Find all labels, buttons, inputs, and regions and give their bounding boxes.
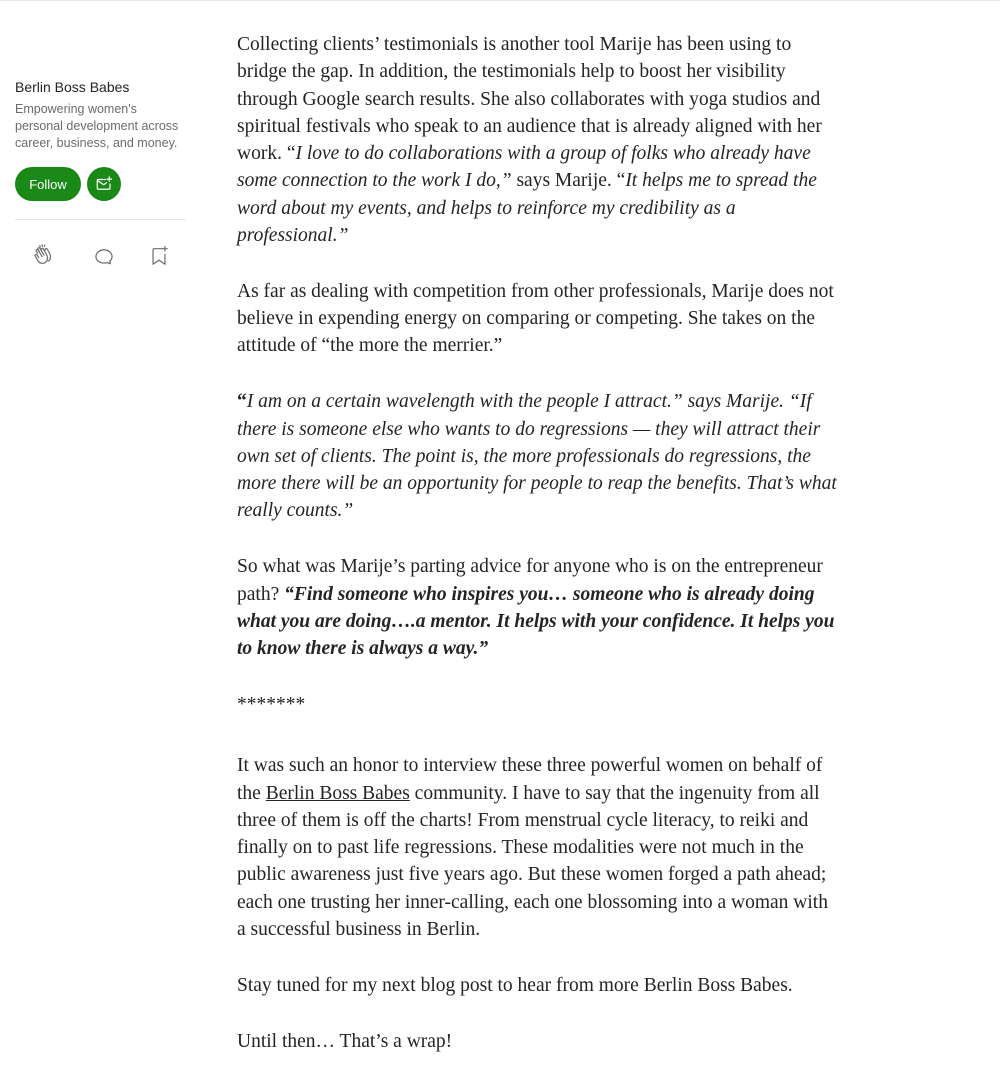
- berlin-boss-babes-link[interactable]: Berlin Boss Babes: [265, 782, 410, 804]
- paragraph-text: So what was Marije’s parting advice for anyone who is on the entrepreneur path?: [237, 556, 823, 605]
- publication-name[interactable]: Berlin Boss Babes: [15, 79, 130, 95]
- paragraph-conclusion: [237, 752, 837, 943]
- section-separator: *******: [237, 693, 306, 715]
- publication-description: Empowering women's personal development across career, business, and money.: [15, 102, 179, 150]
- paragraph-competition: As far as dealing with competition from other professionals, Marije does not believe in expending energy on comparing or competing. She takes on the attitude of “the more the merrier.”: [237, 280, 834, 357]
- paragraph-advice: [237, 553, 837, 662]
- sidebar-divider: [15, 219, 186, 220]
- quote-mark: “: [237, 391, 247, 413]
- article-body: [237, 31, 837, 1065]
- comment-button[interactable]: [90, 242, 118, 270]
- comment-icon: [93, 245, 115, 267]
- quote-italic: It helps me to spread the word about my events, and helps to reinforce my credibility as a professional.”: [237, 170, 817, 247]
- paragraph-stay-tuned: Stay tuned for my next blog post to hear from more Berlin Boss Babes.: [237, 974, 793, 996]
- subscribe-email-button[interactable]: [87, 167, 121, 201]
- clap-button[interactable]: [29, 242, 57, 270]
- quote-italic: I love to do collaborations with a group of folks who already have some connection to the work I do,”: [237, 143, 811, 192]
- paragraph-text: community. I have to say that the ingenuity from all three of them is off the charts! From menstrual cycle literacy, to reiki and finally on to past life regressions. These modalities were not much in the public awareness just five years ago. But these women forged a path ahead; each one trusting her inner-calling, each one blossoming into a woman with a successful business in Berlin.: [237, 782, 828, 941]
- clap-icon: [31, 244, 55, 268]
- paragraph-wrap: Until then… That’s a wrap!: [237, 1030, 453, 1052]
- publication-actions: [15, 167, 187, 201]
- bookmark-button[interactable]: [145, 242, 173, 270]
- mail-plus-icon: [95, 175, 113, 193]
- paragraph-text: says Marije. “: [511, 170, 626, 192]
- paragraph-text: It was such an honor to interview these three powerful women on behalf of the: [237, 755, 823, 804]
- engagement-bar: [15, 242, 187, 282]
- top-divider: [0, 0, 1000, 1]
- paragraph-text: Collecting clients’ testimonials is another tool Marije has been using to bridge the gap. In addition, the testimonials help to boost her visibility through Google search results. She also collaborates with yoga studios and spiritual festivals who speak to an audience that is already aligned with her work. “: [237, 34, 822, 165]
- publication-sidebar: [15, 78, 187, 282]
- paragraph-wavelength-quote: [237, 388, 837, 524]
- paragraph-testimonials: [237, 31, 837, 249]
- follow-button[interactable]: Follow: [15, 167, 81, 201]
- quote-bold-italic: “Find someone who inspires you… someone who is already doing what you are doing….a mentor. It helps with your confidence. It helps you to know there is always a way.”: [237, 583, 835, 660]
- bookmark-add-icon: [148, 245, 170, 267]
- quote-italic: I am on a certain wavelength with the people I attract.” says Marije. “If there is someone else who wants to do regressions — they will attract their own set of clients. The point is, the more professionals do regressions, the more there will be an opportunity for people to reap the benefits. That’s what really counts.”: [237, 391, 837, 522]
